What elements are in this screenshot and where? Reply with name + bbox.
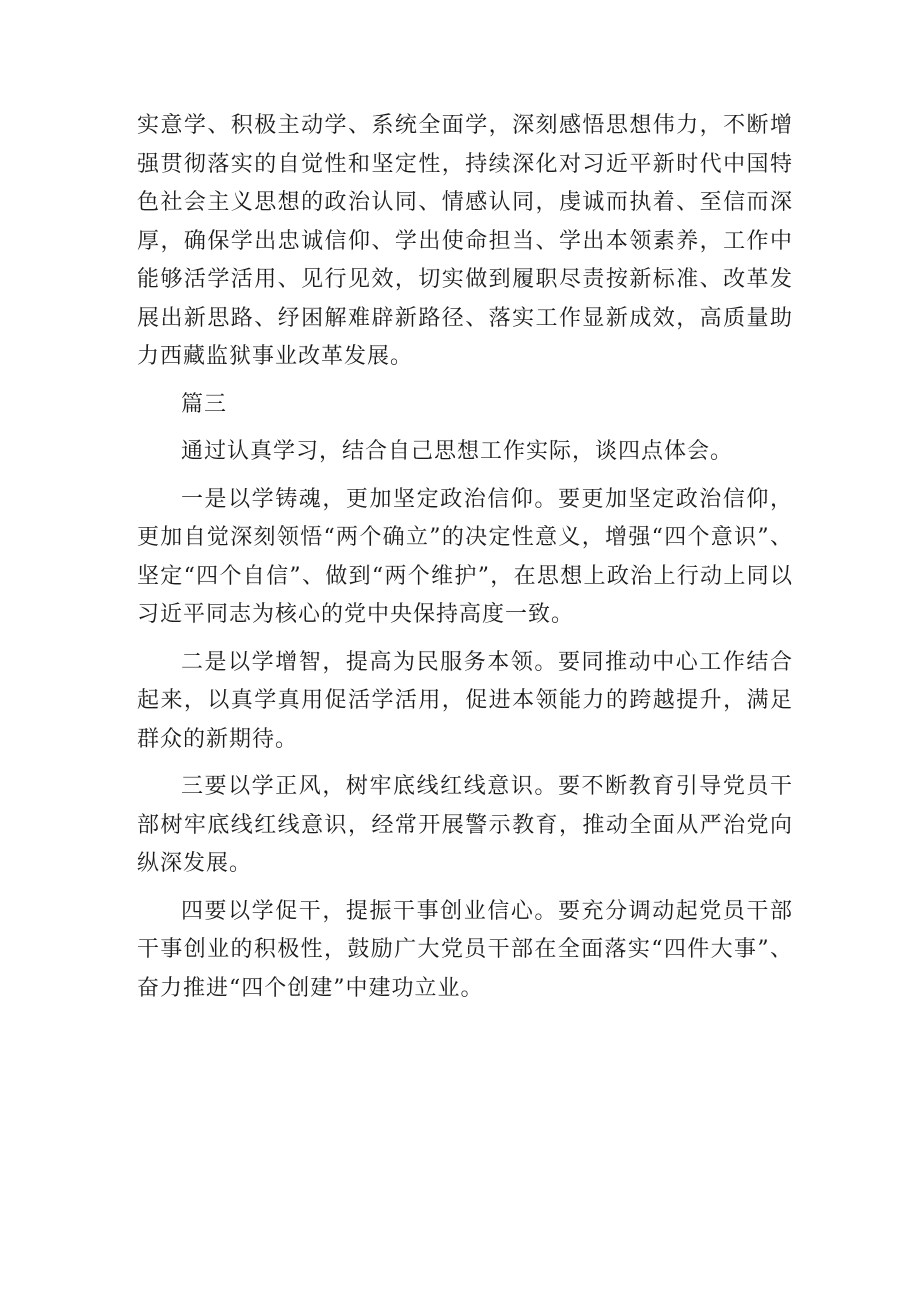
section-heading: 篇三: [181, 391, 228, 417]
paragraph-point-three: 三要以学正风，树牢底线红线意识。要不断教育引导党员干部树牢底线红线意识，经常开展警示教育，推动全面从严治党向纵深发展。: [137, 774, 793, 876]
document-body: [137, 107, 793, 1017]
paragraph-point-four: 四要以学促干，提振干事创业信心。要充分调动起党员干部干事创业的积极性，鼓励广大党员干部在全面落实“四件大事”、奋力推进“四个创建”中建功立业。: [137, 898, 793, 1001]
paragraph-intro: 通过认真学习，结合自己思想工作实际，谈四点体会。: [181, 439, 734, 464]
paragraph-continuation: 实意学、积极主动学、系统全面学，深刻感悟思想伟力，不断增强贯彻落实的自觉性和坚定性，持续深化对习近平新时代中国特色社会主义思想的政治认同、情感认同，虔诚而执着、至信而深厚，确保学出忠诚信仰、学出使命担当、学出本领素养，工作中能够活学活用、见行见效，切实做到履职尽责按新标准、改革发展出新思路、纾困解难辟新路径、落实工作显新成效，高质量助力西藏监狱事业改革发展。: [137, 113, 793, 369]
paragraph-point-two: 二是以学增智，提高为民服务本领。要同推动中心工作结合起来，以真学真用促活学活用，促进本领能力的跨越提升，满足群众的新期待。: [137, 649, 793, 752]
paragraph-point-one: 一是以学铸魂，更加坚定政治信仰。要更加坚定政治信仰，更加自觉深刻领悟“两个确立”的决定性意义，增强“四个意识”、坚定“四个自信”、做到“两个维护”，在思想上政治上行动上同以习近平同志为核心的党中央保持高度一致。: [137, 486, 793, 627]
